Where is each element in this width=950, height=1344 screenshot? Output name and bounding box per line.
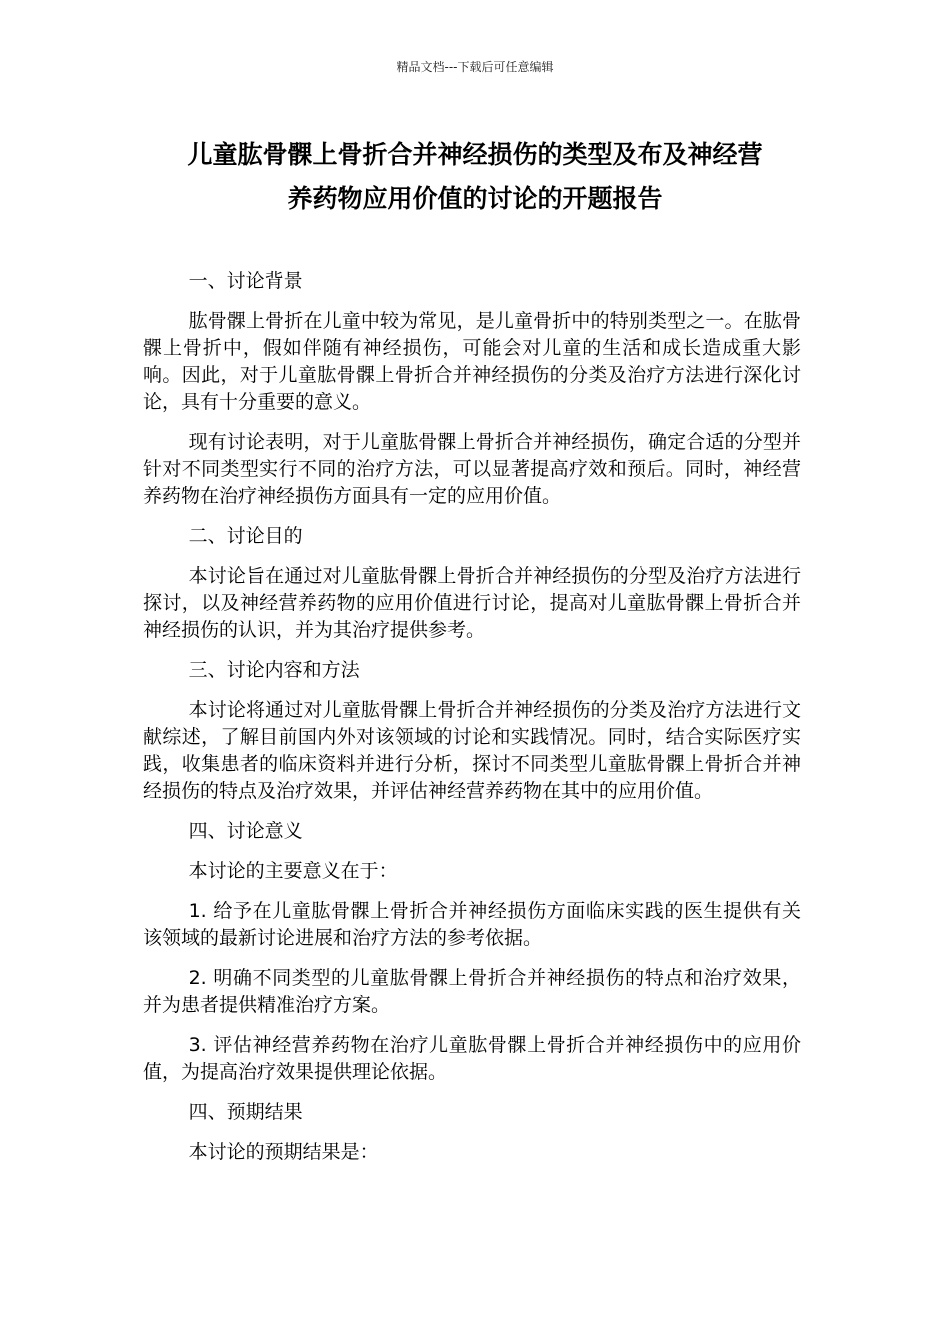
paragraph: 本讨论的主要意义在于： <box>188 860 398 882</box>
section-heading-expected-results: 四、预期结果 <box>188 1101 303 1123</box>
list-item: 3. 评估神经营养药物在治疗儿童肱骨髁上骨折合并神经损伤中的应用价值，为提高治疗效果提供理论依据。 <box>143 1034 801 1083</box>
section-heading-purpose: 二、讨论目的 <box>188 525 303 547</box>
paragraph: 现有讨论表明，对于儿童肱骨髁上骨折合并神经损伤，确定合适的分型并针对不同类型实行不同的治疗方法，可以显著提高疗效和预后。同时，神经营养药物在治疗神经损伤方面具有一定的应用价值。 <box>143 431 801 507</box>
section-heading-significance: 四、讨论意义 <box>188 820 303 842</box>
page-header: 精品文档---下载后可任意编辑 <box>396 60 554 74</box>
document-body <box>143 268 801 1179</box>
document-title <box>130 133 820 221</box>
title-line-1: 儿童肱骨髁上骨折合并神经损伤的类型及布及神经营 <box>187 140 763 169</box>
paragraph: 本讨论的预期结果是： <box>188 1141 379 1163</box>
list-item: 1. 给予在儿童肱骨髁上骨折合并神经损伤方面临床实践的医生提供有关该领域的最新讨论进展和治疗方法的参考依据。 <box>143 900 801 949</box>
list-item: 2. 明确不同类型的儿童肱骨髁上骨折合并神经损伤的特点和治疗效果，并为患者提供精准治疗方案。 <box>143 967 801 1016</box>
paragraph: 本讨论将通过对儿童肱骨髁上骨折合并神经损伤的分类及治疗方法进行文献综述，了解目前国内外对该领域的讨论和实践情况。同时，结合实际医疗实践，收集患者的临床资料并进行分析，探讨不同类型儿童肱骨髁上骨折合并神经损伤的特点及治疗效果，并评估神经营养药物在其中的应用价值。 <box>143 699 801 802</box>
section-heading-content-method: 三、讨论内容和方法 <box>188 659 360 681</box>
paragraph: 本讨论旨在通过对儿童肱骨髁上骨折合并神经损伤的分型及治疗方法进行探讨，以及神经营养药物的应用价值进行讨论，提高对儿童肱骨髁上骨折合并神经损伤的认识，并为其治疗提供参考。 <box>143 565 801 641</box>
title-line-2: 养药物应用价值的讨论的开题报告 <box>287 184 663 213</box>
paragraph: 肱骨髁上骨折在儿童中较为常见，是儿童骨折中的特别类型之一。在肱骨髁上骨折中，假如伴随有神经损伤，可能会对儿童的生活和成长造成重大影响。因此，对于儿童肱骨髁上骨折合并神经损伤的分类及治疗方法进行深化讨论，具有十分重要的意义。 <box>143 310 801 413</box>
section-heading-background: 一、讨论背景 <box>188 270 303 292</box>
